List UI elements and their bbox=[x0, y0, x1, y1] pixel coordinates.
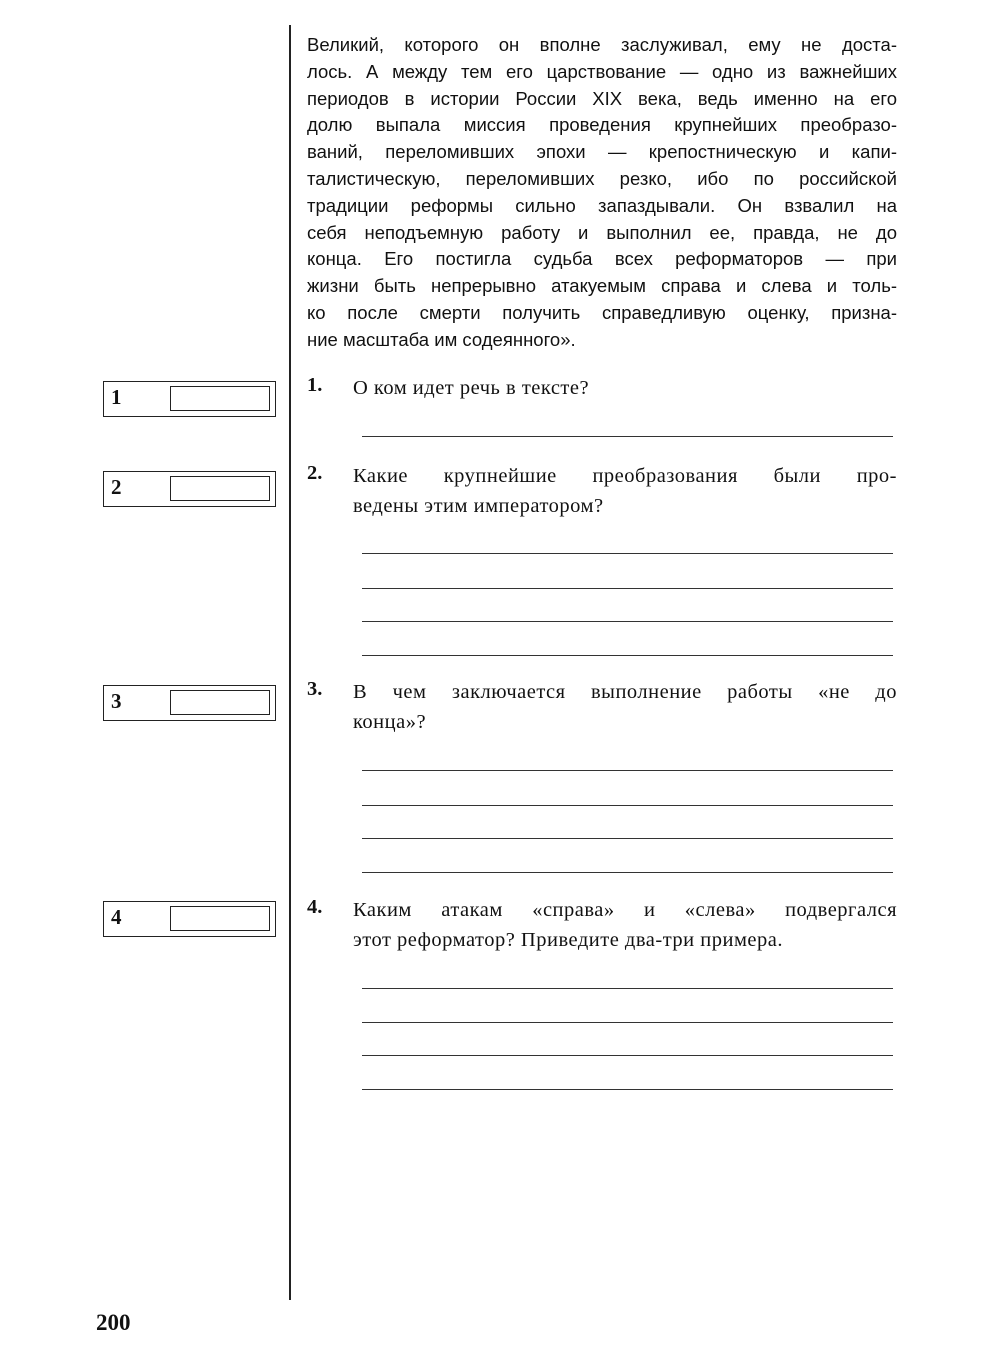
answer-line[interactable] bbox=[362, 655, 893, 656]
passage-line: жизни быть непрерывно атакуемым справа и слева и толь- bbox=[307, 275, 897, 297]
question-text: конца»? bbox=[353, 711, 427, 733]
answer-line[interactable] bbox=[362, 588, 893, 589]
score-box-1 bbox=[103, 381, 276, 417]
question-number: 3. bbox=[307, 678, 323, 700]
answer-line[interactable] bbox=[362, 770, 893, 771]
answer-line[interactable] bbox=[362, 988, 893, 989]
passage-line: периодов в истории России XIX века, ведь именно на его bbox=[307, 87, 897, 109]
answer-line[interactable] bbox=[362, 1055, 893, 1056]
passage-line: ние масштаба им содеянного». bbox=[307, 328, 576, 350]
passage-line: себя неподъемную работу и выполнил ее, правда, не до bbox=[307, 221, 897, 243]
answer-line[interactable] bbox=[362, 1089, 893, 1090]
column-divider bbox=[289, 25, 291, 1300]
question-number: 4. bbox=[307, 896, 323, 918]
passage-line: традиции реформы сильно запаздывали. Он взвалил на bbox=[307, 194, 897, 216]
question-text: Каким атакам «справа» и «слева» подвергался bbox=[353, 899, 897, 921]
score-box-2 bbox=[103, 471, 276, 507]
score-input[interactable] bbox=[170, 690, 270, 715]
score-input[interactable] bbox=[170, 476, 270, 501]
answer-line[interactable] bbox=[362, 436, 893, 437]
passage-text bbox=[307, 32, 897, 354]
question-number: 2. bbox=[307, 462, 323, 484]
passage-line: долю выпала миссия проведения крупнейших преобразо- bbox=[307, 114, 897, 136]
score-box-number: 2 bbox=[111, 475, 122, 499]
page-number: 200 bbox=[96, 1310, 131, 1335]
answer-line[interactable] bbox=[362, 621, 893, 622]
passage-line: Великий, которого он вполне заслуживал, ему не доста- bbox=[307, 34, 897, 55]
question-text: В чем заключается выполнение работы «не до bbox=[353, 681, 897, 703]
answer-line[interactable] bbox=[362, 553, 893, 554]
question-number: 1. bbox=[307, 374, 323, 396]
answer-line[interactable] bbox=[362, 838, 893, 839]
question-text: О ком идет речь в тексте? bbox=[353, 377, 590, 399]
question-text: ведены этим императором? bbox=[353, 495, 604, 517]
answer-line[interactable] bbox=[362, 805, 893, 806]
score-box-3 bbox=[103, 685, 276, 721]
question-text: этот реформатор? Приведите два-три примера. bbox=[353, 929, 783, 951]
passage-line: конца. Его постигла судьба всех реформаторов — при bbox=[307, 248, 897, 270]
score-box-4 bbox=[103, 901, 276, 937]
score-input[interactable] bbox=[170, 906, 270, 931]
answer-line[interactable] bbox=[362, 1022, 893, 1023]
passage-line: лось. А между тем его царствование — одно из важнейших bbox=[307, 60, 897, 82]
passage-line: ваний, переломивших эпохи — крепостническую и капи- bbox=[307, 141, 897, 163]
score-box-number: 4 bbox=[111, 905, 122, 929]
answer-line[interactable] bbox=[362, 872, 893, 873]
passage-line: талистическую, переломивших резко, ибо по российской bbox=[307, 167, 897, 189]
score-box-number: 3 bbox=[111, 689, 122, 713]
question-text: Какие крупнейшие преобразования были про- bbox=[353, 465, 897, 487]
score-input[interactable] bbox=[170, 386, 270, 411]
score-box-number: 1 bbox=[111, 385, 122, 409]
passage-line: ко после смерти получить справедливую оценку, призна- bbox=[307, 301, 897, 323]
